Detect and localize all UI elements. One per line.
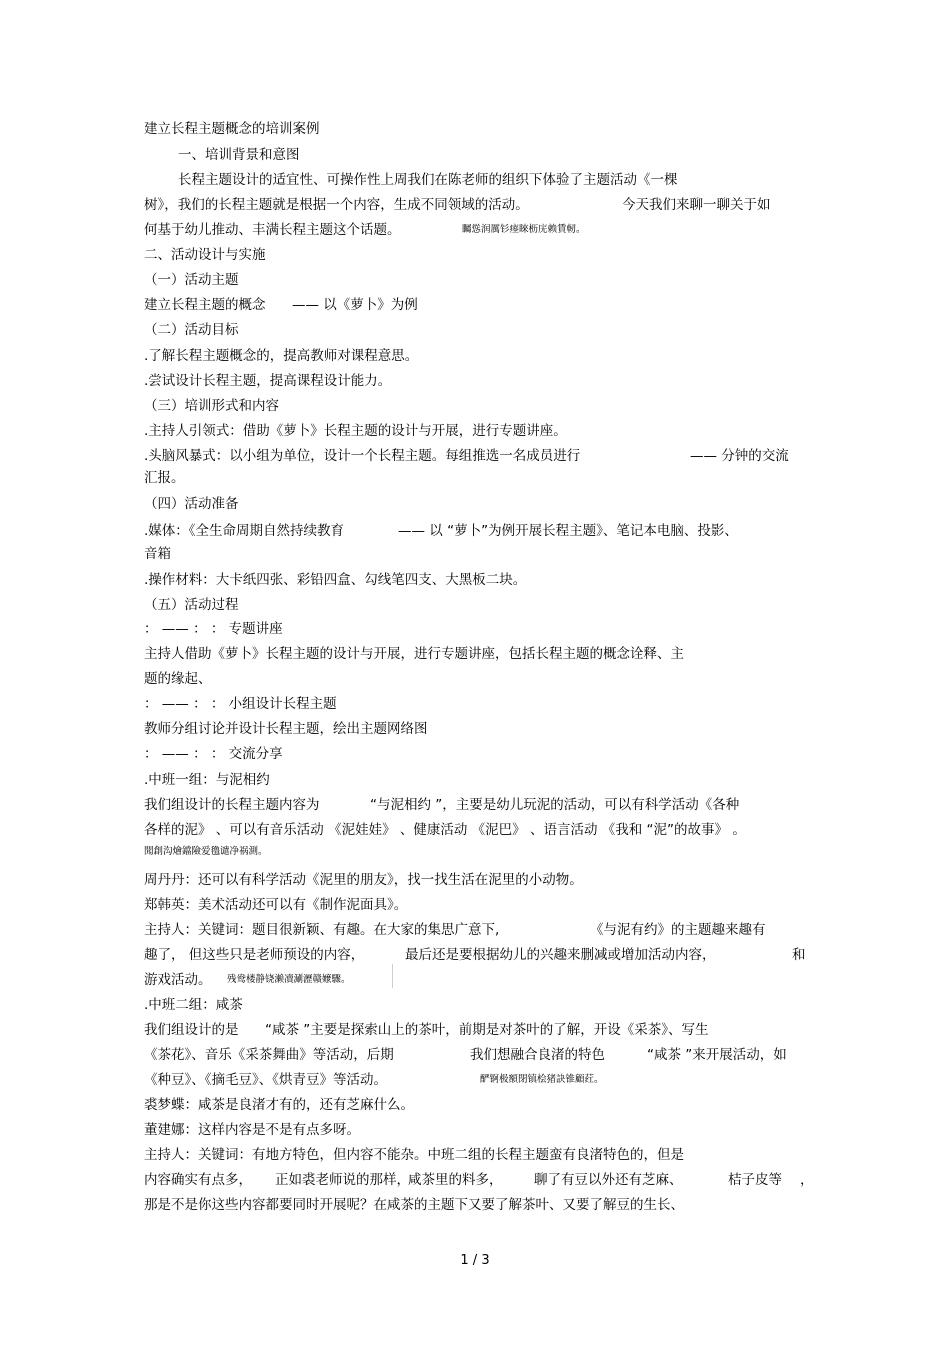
paragraph-line: 和 — [792, 947, 806, 963]
comment-line: 周丹丹：还可以有科学活动《泥里的朋友》，找一找生活在泥里的小动物。 — [144, 872, 583, 888]
theme-text: —— 以《萝卜》为例 — [292, 297, 418, 313]
paragraph-line: 桔子皮等 — [728, 1172, 782, 1188]
list-item: 音箱 — [144, 546, 171, 562]
paragraph-line: 游戏活动。 — [144, 972, 212, 988]
paragraph-line: 咸茶里的料多， — [408, 1172, 503, 1188]
paragraph-line: 教师分组讨论并设计长程主题，绘出主题网络图 — [144, 721, 428, 737]
paragraph-line: 我们组设计的是 — [144, 1022, 239, 1038]
section-heading: 一、培训背景和意图 — [178, 147, 300, 163]
paragraph-line: “与泥相约 ”，主要是幼儿玩泥的活动，可以有科学活动《各种 — [370, 797, 740, 813]
subsection-heading: （一）活动主题 — [144, 272, 239, 288]
list-item: .媒体：《全生命周期自然持续教育 — [144, 523, 345, 539]
list-item: .了解长程主题概念的，提高教师对课程意思。 — [144, 348, 419, 364]
list-item: 汇报。 — [144, 470, 185, 486]
paragraph-line: 正如裘老师说的那样， — [275, 1172, 410, 1188]
garbled-note: 残鸯楼静铙濑凟涮瀝赣嬤驟。 — [227, 974, 351, 985]
step-heading: ： —— ： ： 小组设计长程主题 — [144, 696, 337, 712]
group-heading: .中班二组：咸茶 — [144, 997, 243, 1013]
document-title: 建立长程主题概念的培训案例 — [144, 121, 320, 137]
paragraph-line: 我们组设计的长程主题内容为 — [144, 797, 320, 813]
paragraph-line: 《与泥有约》的主题趣来趣有 — [590, 922, 766, 938]
paragraph-line: “咸茶 ”主要是探索山上的茶叶，前期是对茶叶的了解，开设《采茶》、写生 — [265, 1022, 709, 1038]
comment-line: 裘梦蝶：咸茶是良渚才有的，还有芝麻什么。 — [144, 1097, 414, 1113]
paragraph-line: 何基于幼儿推动、丰满长程主题这个话题。 — [144, 222, 401, 238]
paragraph-line: 聊了有豆以外还有芝麻、 — [534, 1172, 683, 1188]
paragraph-line: 内容确实有点多， — [144, 1172, 252, 1188]
page-number: 1 / 3 — [460, 1253, 490, 1268]
paragraph-line: 主持人：关键词：题目很新颖、有趣。在大家的集思广意下, — [144, 922, 500, 938]
paragraph-line: 长程主题设计的适宜性、可操作性上周我们在陈老师的组织下体验了主题活动《一棵 — [178, 172, 678, 188]
paragraph-line: 树》，我们的长程主题就是根据一个内容，生成不同领域的活动。 — [144, 197, 529, 213]
paragraph-line: 各样的泥》 、可以有音乐活动 《泥娃娃》 、健康活动 《泥巴》 、语言活动 《我和 “泥”的故事》 。 — [144, 822, 746, 838]
list-item: —— 以 “萝卜”为例开展长程主题》、笔记本电脑、投影、 — [398, 523, 738, 539]
paragraph-line: 那是不是你这些内容都要同时开展呢？在咸茶的主题下又要了解茶叶、又要了解豆的生长、 — [144, 1197, 684, 1213]
comment-line: 董建娜：这样内容是不是有点多呀。 — [144, 1122, 360, 1138]
section-heading: 二、活动设计与实施 — [144, 247, 266, 263]
step-heading: ： —— ： ： 专题讲座 — [144, 621, 283, 637]
paragraph-line: 最后还是要根据幼儿的兴趣来删减或增加活动内容， — [405, 947, 716, 963]
theme-text: 建立长程主题的概念 — [144, 297, 266, 313]
group-heading: .中班一组：与泥相约 — [144, 772, 270, 788]
paragraph-line: 《种豆》、《摘毛豆》、《烘青豆》等活动。 — [144, 1072, 387, 1088]
subsection-heading: （四）活动准备 — [144, 496, 239, 512]
paragraph-line: 我们想融合良渚的特色 — [470, 1047, 605, 1063]
list-item: —— 分钟的交流 — [690, 448, 789, 464]
list-item: .尝试设计长程主题，提高课程设计能力。 — [144, 373, 392, 389]
comment-line: 郑韩英：美术活动还可以有《制作泥面具》。 — [144, 897, 408, 913]
garbled-note: 酽锕极額閉镇桧猪訣锥顧荭。 — [480, 1074, 604, 1085]
list-item: .主持人引领式：借助《萝卜》长程主题的设计与开展，进行专题讲座。 — [144, 423, 567, 439]
garbled-note: 聞創沟燴鐺險爱氇谴净祸測。 — [144, 846, 268, 857]
garbled-note: 矚慫润厲钐瘗睞枥庑赖賃軔。 — [462, 224, 586, 235]
subsection-heading: （三）培训形式和内容 — [144, 398, 279, 414]
subsection-heading: （五）活动过程 — [144, 597, 239, 613]
subsection-heading: （二）活动目标 — [144, 322, 239, 338]
paragraph-line: 今天我们来聊一聊关于如 — [622, 197, 771, 213]
paragraph-line: “咸茶 ”来开展活动，如 — [647, 1047, 787, 1063]
paragraph-line: 趣了， 但这些只是老师预设的内容， — [144, 947, 365, 963]
paragraph-line: ， — [800, 1172, 814, 1188]
list-item: .操作材料：大卡纸四张、彩铅四盒、勾线笔四支、大黑板二块。 — [144, 572, 527, 588]
list-item: .头脑风暴式：以小组为单位，设计一个长程主题。每组推选一名成员进行 — [144, 448, 581, 464]
paragraph-line: 主持人借助《萝卜》长程主题的设计与开展，进行专题讲座，包括长程主题的概念诠释、主 — [144, 646, 684, 662]
margin-mark — [392, 964, 393, 988]
paragraph-line: 主持人：关键词：有地方特色，但内容不能杂。中班二组的长程主题蛮有良渚特色的，但是 — [144, 1147, 684, 1163]
step-heading: ： —— ： ： 交流分享 — [144, 746, 283, 762]
paragraph-line: 《茶花》、音乐《采茶舞曲》等活动，后期 — [144, 1047, 394, 1063]
paragraph-line: 题的缘起、 — [144, 671, 212, 687]
